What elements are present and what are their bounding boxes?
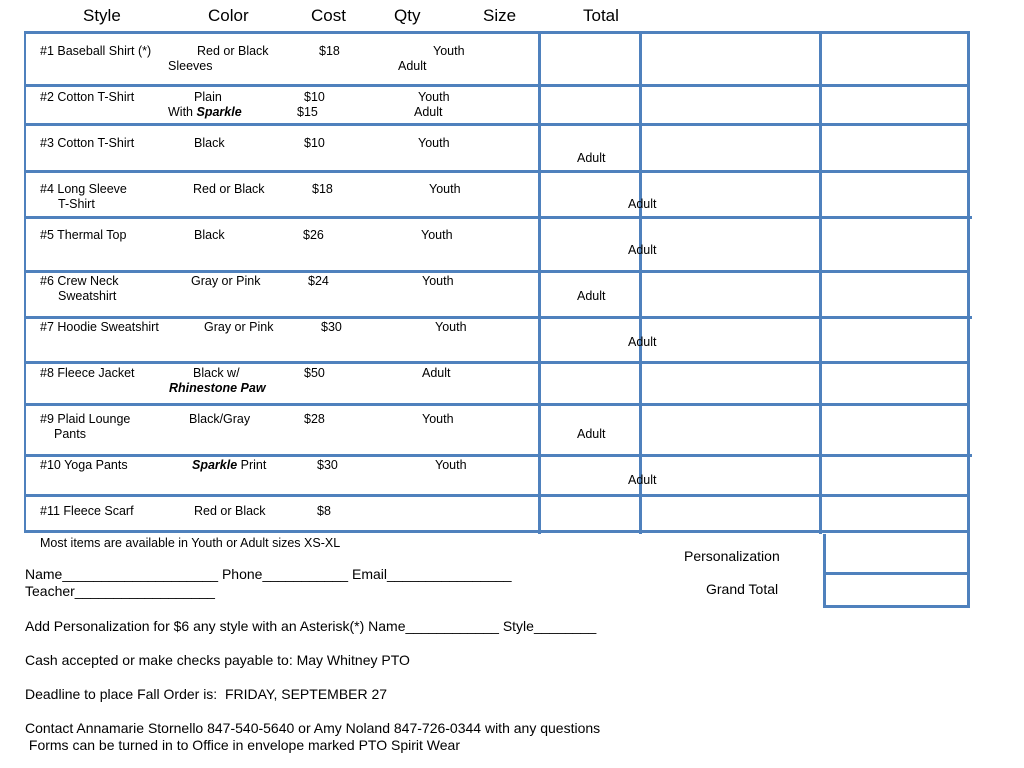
item-cost: $26 — [303, 228, 324, 242]
item-style: #8 Fleece Jacket — [40, 366, 135, 380]
item-size: Youth — [435, 458, 467, 472]
header-color: Color — [208, 6, 249, 25]
contact-fields-line: Name____________________ Phone___________ Email________________ — [25, 566, 512, 582]
item-size: Adult — [628, 473, 657, 487]
table-row-line — [24, 123, 970, 126]
item-style: Pants — [54, 427, 86, 441]
table-divider — [639, 31, 642, 534]
totals-box-border — [823, 605, 970, 608]
item-size: Adult — [628, 243, 657, 257]
table-divider — [538, 31, 541, 534]
sizes-note: Most items are available in Youth or Adult sizes XS-XL — [40, 536, 341, 550]
item-color: Black w/ — [193, 366, 240, 380]
item-size: Adult — [577, 289, 606, 303]
item-color: Red or Black — [193, 182, 265, 196]
item-color: Gray or Pink — [191, 274, 261, 288]
item-size: Youth — [433, 44, 465, 58]
teacher-field-line: Teacher__________________ — [25, 583, 215, 599]
item-cost: $18 — [312, 182, 333, 196]
table-row-line — [24, 216, 972, 219]
item-cost: $24 — [308, 274, 329, 288]
item-color: Black — [194, 228, 225, 242]
forms-line: Forms can be turned in to Office in envelope marked PTO Spirit Wear — [25, 737, 460, 753]
header-size: Size — [483, 6, 517, 25]
header-cost: Cost — [311, 6, 346, 25]
item-color: Red or Black — [197, 44, 269, 58]
item-size: Adult — [398, 59, 427, 73]
item-size: Youth — [421, 228, 453, 242]
header-style: Style — [83, 6, 121, 25]
item-style: #5 Thermal Top — [40, 228, 127, 242]
item-cost: $8 — [317, 504, 331, 518]
table-row-line — [24, 403, 970, 406]
item-color: Black/Gray — [189, 412, 251, 426]
personalization-label: Personalization — [684, 548, 780, 564]
item-style: #3 Cotton T-Shirt — [40, 136, 135, 150]
item-cost: $18 — [319, 44, 340, 58]
item-color: Sparkle Print — [192, 458, 267, 472]
table-divider — [819, 31, 822, 534]
item-color: With Sparkle — [168, 105, 242, 119]
table-row-line — [24, 361, 970, 364]
item-size: Adult — [628, 197, 657, 211]
item-style: #1 Baseball Shirt (*) — [40, 44, 152, 58]
personalization-line: Add Personalization for $6 any style with an Asterisk(*) Name____________ Style________ — [25, 618, 597, 634]
deadline-line: Deadline to place Fall Order is: FRIDAY, SEPTEMBER 27 — [25, 686, 388, 702]
table-row-line — [24, 530, 970, 533]
item-style: #4 Long Sleeve — [40, 182, 127, 196]
table-row-line — [24, 170, 970, 173]
item-cost: $10 — [304, 136, 325, 150]
totals-box-border — [823, 572, 970, 575]
table-row-line — [24, 316, 972, 319]
item-style: #2 Cotton T-Shirt — [40, 90, 135, 104]
item-size: Youth — [418, 136, 450, 150]
item-size: Youth — [422, 412, 454, 426]
table-row-line — [24, 31, 970, 34]
item-color: Red or Black — [194, 504, 266, 518]
item-cost: $10 — [304, 90, 325, 104]
header-qty: Qty — [394, 6, 421, 25]
item-size: Adult — [577, 427, 606, 441]
item-style: Sweatshirt — [58, 289, 117, 303]
table-row-line — [24, 494, 970, 497]
item-color: Rhinestone Paw — [169, 381, 266, 395]
item-cost: $28 — [304, 412, 325, 426]
item-cost: $15 — [297, 105, 318, 119]
table-border-right — [967, 31, 970, 534]
contact-line: Contact Annamarie Stornello 847-540-5640 or Amy Noland 847-726-0344 with any questions — [25, 720, 601, 736]
totals-box-border — [967, 534, 970, 608]
item-color: Plain — [194, 90, 222, 104]
item-size: Youth — [435, 320, 467, 334]
payment-line: Cash accepted or make checks payable to: May Whitney PTO — [25, 652, 410, 668]
table-row-line — [24, 84, 970, 87]
item-size: Adult — [422, 366, 451, 380]
item-cost: $50 — [304, 366, 325, 380]
item-size: Adult — [414, 105, 443, 119]
item-color: Sleeves — [168, 59, 213, 73]
item-size: Adult — [628, 335, 657, 349]
table-row-line — [24, 270, 970, 273]
totals-box-border — [823, 534, 826, 608]
item-size: Youth — [422, 274, 454, 288]
item-color: Black — [194, 136, 225, 150]
item-style: #10 Yoga Pants — [40, 458, 128, 472]
item-style: T-Shirt — [58, 197, 95, 211]
item-style: #7 Hoodie Sweatshirt — [40, 320, 159, 334]
header-total: Total — [583, 6, 619, 25]
item-style: #11 Fleece Scarf — [40, 504, 134, 518]
item-cost: $30 — [317, 458, 338, 472]
item-size: Youth — [429, 182, 461, 196]
item-style: #6 Crew Neck — [40, 274, 119, 288]
item-style: #9 Plaid Lounge — [40, 412, 131, 426]
item-cost: $30 — [321, 320, 342, 334]
item-size: Youth — [418, 90, 450, 104]
table-row-line — [24, 454, 972, 457]
item-size: Adult — [577, 151, 606, 165]
item-color: Gray or Pink — [204, 320, 274, 334]
table-border-left — [24, 31, 26, 533]
grand-total-label: Grand Total — [706, 581, 779, 597]
